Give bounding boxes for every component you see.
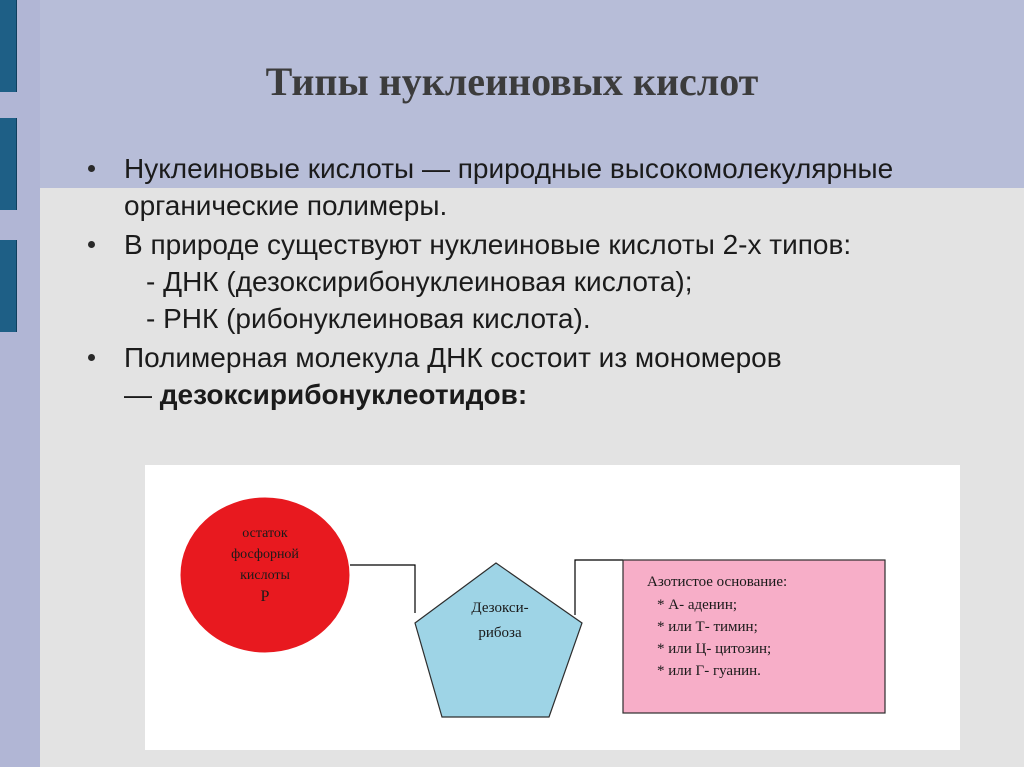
bullet-text: В природе существуют нуклеиновые кислоты 2-х типов: [124, 229, 852, 260]
circle-label-line: остаток [242, 526, 288, 541]
sub-item-rna: - РНК (рибонуклеиновая кислота). [146, 303, 591, 334]
bullet-dot-icon [88, 241, 95, 248]
bullet-item [88, 150, 988, 224]
bullet-bold-term: дезоксирибонуклеотидов: [159, 379, 528, 410]
connector-line-right [575, 560, 623, 615]
bullet-text: Нуклеиновые кислоты — природные высокомолекулярные органические полимеры. [124, 153, 894, 221]
circle-label-line: Р [260, 588, 270, 605]
bullet-dot-icon [88, 354, 95, 361]
circle-label-line: фосфорной [231, 547, 299, 562]
pentagon-label-line: рибоза [478, 625, 522, 641]
box-item: * или Г- гуанин. [657, 663, 761, 679]
box-item: * А- аденин; [657, 597, 738, 613]
box-item: * или Ц- цитозин; [657, 641, 772, 657]
bullet-dash: — [124, 379, 160, 410]
left-decor-tab [0, 118, 17, 210]
diagram-svg [145, 465, 960, 750]
bullet-item [88, 226, 988, 337]
slide-title: Типы нуклеиновых кислот [265, 59, 759, 104]
left-decor-tab [0, 240, 17, 332]
sub-item-dna: - ДНК (дезоксирибонуклеиновая кислота); [146, 266, 693, 297]
bullet-dot-icon [88, 165, 95, 172]
connector-line-left [350, 565, 415, 613]
nucleotide-diagram [145, 465, 960, 750]
circle-label-line: кислоты [240, 568, 290, 583]
pentagon-label-line: Дезокси- [471, 600, 529, 616]
box-item: * или Т- тимин; [657, 619, 758, 635]
box-title: Азотистое основание: [647, 574, 788, 590]
bullet-list [88, 150, 988, 415]
bullet-text: Полимерная молекула ДНК состоит из мономеров [124, 342, 782, 373]
bullet-item [88, 339, 988, 413]
left-decor-strip [0, 0, 40, 767]
